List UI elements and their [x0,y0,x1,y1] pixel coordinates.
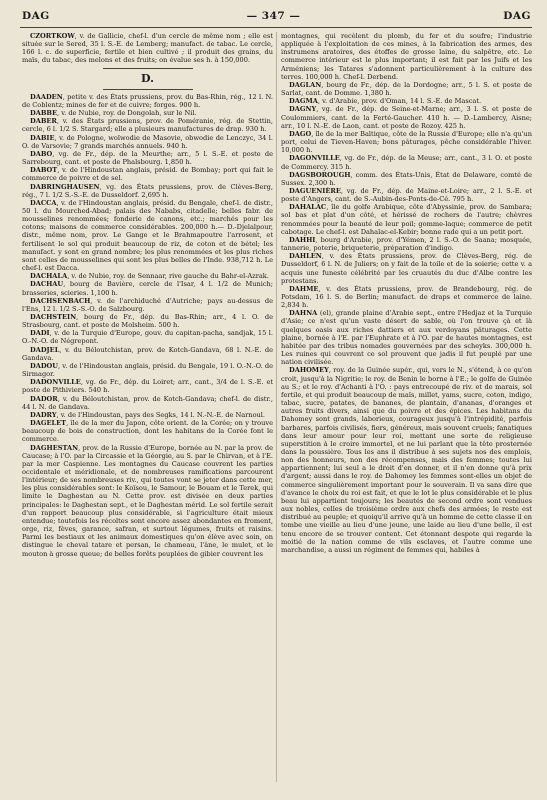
entry-headword: DABIE [30,133,55,142]
dictionary-entry [281,81,532,97]
entry-text: , île du golfe Arabique, côte d'Abyssinie, prov. de Sambara; sol bas et plat d'un côté, et hérissé de rochers de l'autre; chèvres renommées pour la beauté de leur poil; gomme-laque; commerce de petit cabotage. Le chef-l. est Dahalac-el-Kebir; bonne rade qui a un petit port. [281,203,532,236]
entry-text: , v. du Béloutchistan, prov. de Kotch-Gandava; chef-l. de distr., 44 l. N. de Gandava. [22,394,273,411]
entry-text: , v. de l'Hindoustan anglais, présid. de Bombay; port qui fait le commerce de poivre et de sel. [22,166,273,183]
dictionary-entry [22,378,273,394]
entry-headword: DAGO [289,129,312,138]
dictionary-entry [22,329,273,345]
entry-headword: DAHME [289,284,319,293]
entry-headword: DAGSBOROUGH [289,170,351,179]
section-rule [103,89,193,90]
section-letter: D. [141,71,154,85]
dictionary-entry [281,171,532,187]
entry-headword: DABOT [30,166,58,175]
dictionary-entry [281,203,532,236]
dictionary-entry [281,105,532,129]
dictionary-entry [281,130,532,154]
entry-text: , vg. de Fr., dép. de Maine-et-Loire; arr., 2 l. S.-E. et poste d'Angers, cant. de S.-Aubin-des-Ponts-de-Cé. 795 h. [281,186,532,204]
entry-headword: DADRY [30,410,57,419]
dictionary-entry [22,134,273,150]
dictionary-entry [22,313,273,329]
entry-headword: DACCA [30,198,57,207]
dictionary-entry [22,362,273,378]
entry-headword: DAGLAN [289,80,322,89]
entry-headword: DADOU [30,361,59,370]
entry-headword: DAGONVILLE [289,154,340,163]
dictionary-entry [281,285,532,309]
dictionary-entry [281,154,532,170]
entry-text: , v. de l'Hindoustan, pays des Segks, 14 l. N.-N.-E. de Narnoul. [56,410,266,419]
left-column [22,32,273,792]
dictionary-entry [22,411,273,419]
running-header [0,10,547,26]
entry-headword: DADJEL [30,345,60,354]
dictionary-entry [22,444,273,558]
entry-headword: DAHOMEY [289,366,329,375]
column-divider [276,32,277,782]
entry-headword: DAGMA [289,97,318,106]
dictionary-entry [22,117,273,133]
entry-text: , v. d'Arabie, prov. d'Oman, 14 l. S.-E. de Mascat. [317,97,482,106]
entry-text: , petite v. des États prussiens, prov. du Bas-Rhin, rég., 12 l. N. de Coblentz; mines de fer et de cuivre; forges. 900 h. [22,92,273,109]
left-entries [22,93,273,558]
entry-text: , vg. de Fr., dép. de la Meurthe; arr., 5 l. S.-E. et poste de Sarrebourg, cant. et poste de Phalsbourg. 1,850 h. [22,149,273,167]
entry-text: , bourg de Fr., dép. de la Dordogne; arr., 5 l. S. et poste de Sarlat, cant. de Domme. 1,380 h. [281,80,532,98]
dictionary-entry [281,236,532,252]
entry-headword: DADI [30,329,50,338]
header-rule [20,27,532,28]
dictionary-entry [22,272,273,280]
dictionary-entry [22,280,273,296]
header-left-word: DAG [22,10,50,22]
entry-headword: DAHHI [289,235,316,244]
dictionary-entry [22,93,273,109]
entry-headword: DACHSENBACH [30,296,91,305]
entry-text: , bourg de Fr., dép. du Bas-Rhin; arr., 4 l. O. de Strasbourg, cant. et poste de Molsheim. 500 h. [22,313,273,330]
entry-headword: DAHLEN [289,252,322,261]
left-top-entries [22,32,273,65]
entry-text: , v. du Béloutchistan, prov. de Kotch-Gandava, 68 l. N.-E. de Gandava. [22,345,273,362]
entry-text: , île de la mer Baltique, côte de la Russie d'Europe; elle n'a qu'un port, celui de Tieven-Haven; bons pâturages, pêche considérable l'hiver. 10,000 h. [281,129,532,155]
entry-text: , v. de Gallicie, chef-l. d'un cercle de même nom ; elle est située sur le Sered, 35 l. S.-E. de Lemberg; manufact. de tabac. Le cercle, 166 l. c. de superficie, fertile et bien cultivé ; il produit des grains, du maïs, du tabac, des melons et des fruits; on évalue ses h. à 150,000. [22,32,273,65]
entry-text: , v. des États prussiens, prov. de Clèves-Berg, rég. de Dusseldorf, 6 l. N. de Juliers; on y fait de la toile et de la soierie; cette v. a acquis une funeste célébrité par les cruautés du duc d'Albe contre les protestans. [281,252,532,285]
dictionary-entry [22,150,273,166]
entry-headword: DAGHESTAN [30,443,79,452]
entry-text: , v. de Nubie, roy. de Sennaar, rive gauche du Bahr-el-Azrak. [67,272,269,281]
entry-text: , v. de Pologne, woïwodie de Masovie, obwodie de Lenczyc, 34 l. O. de Varsovie; 7 grands marchés annuels. 940 h. [22,133,273,150]
entry-headword: DABBE [30,109,58,118]
dictionary-entry [22,297,273,313]
continuation-text: montagnes, qui recèlent du plomb, du fer et du soufre; l'industrie appliquée à l'exploitation de ces mines, à la fabrication des armes, des instrumens aratoires, des étoffes de grosse laine, du salpêtre, etc. Le commerce intérieur est le plus important; il est fait par les Juifs et les Arméniens; les Tatares s'adonnent particulièrement à la culture des terres. 100,000 h. Chef-l. Derbend. [281,32,532,81]
entry-text: , prov. de la Russie d'Europe, bornée au N. par la prov. de Caucase; à l'O. par la Circassie et la Géorgie, au S. par le Chirvan, et à l'E. par la mer Caspienne. Les montagnes du Caucase couvrent les parties occidentale et méridionale, et de nombreuses ramifications parcourent l'intérieur; de ses nombreuses riv., qui toutes vont se jeter dans cette mer, les plus considérables sont: le Koïsou, le Samour, le Bouam et le Terek, qui limite le Daghestan au N. Cette prov. est divisée en deux parties principales: le Daghestan sept., et le Daghestan mérid. Le sol fertile serait d'un rapport beaucoup plus considérable, si l'agriculture était mieux entendue; toutefois les récoltes sont encore assez abondantes en froment, orge, riz, fèves, garance, safran, et surtout légumes, fruits et raisins. Parmi les bestiaux et les animaux domestiques qu'on élève avec soin, on distingue le cheval tatare et persan, le chameau, l'âne, le mulet, et le mouton à grosse queue; de belles forêts peuplées de gibier couvrent les [22,443,273,558]
entry-text: , v. de l'archiduché d'Autriche; pays au-dessus de l'Ens, 12 l. 1/2 S.-S.-O. de Salzbourg. [22,296,273,313]
entry-text: , v. des États prussiens, prov. de Brandebourg, rég. de Potsdam, 16 l. S. de Berlin; manufact. de draps et commerce de laine. 2,834 h. [281,284,532,310]
entry-text: , comm. des États-Unis, État de Delaware, comté de Sussex. 2,300 h. [281,170,532,187]
dictionary-entry [281,187,532,203]
entry-text: , roy. de la Guinée supér., qui, vers le N., s'étend, à ce qu'on croit, jusqu'à la Nigritie; le roy. de Benin le borne à l'E.; le golfe de Guinée au S.; et le roy. d'Achanti à l'O. : pays entrecoupé de riv. et de marais, sol fertile, et qui produit beaucoup de maïs, millet, yams, sucre, coton, indigo, tabac, sucre, patates, de bananes, de plantain, d'ananas, d'oranges et autres fruits divers, ainsi que du poivre et des épices. Les habitans du Dahomey sont grands, laborieux, courageux jusqu'à l'intrépidité, parfois barbares, parfois civilisés, fiers, généreux, mais souvent cruels; fanatiques dans leur amour pour leur roi, mettant une sorte de religieuse superstition à le croire immortel, et ne lui parlant que la tête prosternée dans la poussière. Tous les ans il distribue à ses sujets nos des emplois, non des honneurs, non des récompenses, mais des femmes; toutes lui appartiennent; lui seul a le droit d'en donner, et il n'en donne qu'à prix d'argent; aussi dans le roy. de Dahomey les femmes sont-elles un objet de commerce singulièrement important pour le souverain. Il va sans dire que d'avance le choix du roi est fait, et que le lot le plus considérable et le plus beau lui appartient toujours; les beautés de second ordre sont vendues aux nobles, celles de troisième ordre aux chefs des armées; le reste est distribué au peuple; et quoiqu'il arrive qu'à un homme de cette classe il en tombe une vieille au lieu d'une jeune, une laide au lieu d'une belle, il est tenu encore de se trouver content. Cet étonnant despote qui regarde la moitié de la nation comme de vils esclaves, et l'autre comme une marchandise, a aussi un régiment de femmes qui, habiles à [281,366,532,554]
entry-text: , v. des États prussiens, prov. de Poméranie, rég. de Stettin, cercle, 6 l. 1/2 S. Stargard; elle a plusieurs manufactures de drap. 930 h. [22,117,273,134]
dictionary-entry [22,32,273,65]
entry-headword: DAGUENIÈRE [289,186,341,195]
entry-text: , v. de Nubie, roy. de Dongolah, sur le Nil. [57,109,197,118]
dictionary-entry [22,183,273,199]
entry-text: , bourg de Bavière, cercle de l'Isar, 4 l. 1/2 de Munich; brasseries, scieries. 1,100 h. [22,280,273,297]
entry-headword: DABRINGHAUSEN [30,182,100,191]
page-number: — 347 — [246,10,301,22]
entry-text: , v. de l'Hindoustan anglais, présid. du Bengale, chef-l. de distr., 50 l. du Mourched-Abad; palais des Nababs, citadelle; belles fabr. de mousselines renommées; fonderie de canons, etc.; marchés pour les cotons; maisons de commerce considérables. 200,000 h.— D.-Djelalpour, distr., même nom, prov. Le Gange et le Brahmapoutre l'arrosent, et fertilisent le sol qui produit beaucoup de riz, de coton et de bétel; les manufact. y sont en grand nombre; les plus renommées et les plus riches sont celles de mousselines qui sont les plus belles de l'Inde. 938,712 h. Le chef-l. est Dacca. [22,198,273,273]
entry-text: , vg. des États prussiens, prov. de Clèves-Berg, rég., 7 l. 1/2 S.-S.-E. de Dusseldorf. 2,695 h. [22,182,273,199]
entry-headword: DACHALA [30,272,68,281]
entry-text: , vg. de Fr., dép. du Loiret; arr., cant., 3/4 de l. S.-E. et poste de Pithiviers. 540 h. [22,378,273,395]
entry-headword: DADONVILLE [30,378,81,387]
entry-headword: DAGELET [30,419,67,428]
right-column [281,32,532,792]
entry-headword: DACHAU [30,280,64,289]
dictionary-entry [281,366,532,554]
entry-headword: CZORTKOW [30,32,75,40]
dictionary-entry [22,419,273,443]
entry-headword: DAHNA [289,309,318,318]
dictionary-entry [281,252,532,285]
entry-headword: DAGNY [289,105,317,114]
entry-headword: DAADEN [30,92,63,101]
entry-text: , bourg d'Arabie, prov. d'Yémen, 2 l. S.-O. de Saana; mosquée, tannerie, poterie, briqueterie, préparation d'indigo. [281,235,532,253]
dictionary-entry [281,97,532,105]
entry-headword: DADOR [30,394,58,403]
dictionary-entry [22,166,273,182]
entry-text: , v. de la Turquie d'Europe, gouv. du capitan-pacha, sandjak, 15 l. O.-N.-O. de Négrepont. [22,329,273,346]
entry-headword: DABO [30,149,53,158]
dictionary-entry [22,346,273,362]
section-rule [103,68,193,69]
header-right-word: DAG [503,10,531,22]
dictionary-entry [22,199,273,272]
dictionary-entry [281,309,532,366]
entry-text: , île de la mer du Japon, côte orient. de la Corée; on y trouve beaucoup de bois de construction, dont les habitans de la Corée font le commerce. [22,419,273,444]
entry-text: , vg. de Fr., dép. de Seine-et-Marne; arr., 3 l. S. et poste de Coulommiers, cant. de la Ferté-Gaucher. 410 h. — D.-Lambercy, Aisne; arr., 10 l. N.-E. de Laon, cant. et poste de Rozoy. 425 h. [281,105,532,130]
entry-text: (el), grande plaine d'Arabie sept., entre l'Hedjaz et la Turquie d'Asie; ce n'est qu'un vaste désert de sable, où l'on trouve çà et là quelques oasis aux riches dattiers et aux verdoyans pâturages. Cette plaine, bornée à l'E. par l'Euphrate et à l'O. par de hautes montagnes, est habitée par des tribus nomades gouvernées par des scheyks. 300,000 h. Les ruines qui couvrent ce sol prouvent que jadis il fut peuplé par une nation civilisée. [281,309,532,367]
entry-headword: DAHALAC [289,203,327,212]
entry-headword: DACHSTEIN [30,313,77,321]
entry-text: , vg. de Fr., dép. de la Meuse; arr., cant., 3 l. O. et poste de Commercy. 315 h. [281,154,532,171]
entry-text: , v. de l'Hindoustan anglais, présid. du Bengale, 19 l. O.-N.-O. de Sirmagor. [22,361,273,379]
right-entries [281,81,532,554]
entry-headword: DABER [30,117,57,126]
dictionary-entry [22,395,273,411]
